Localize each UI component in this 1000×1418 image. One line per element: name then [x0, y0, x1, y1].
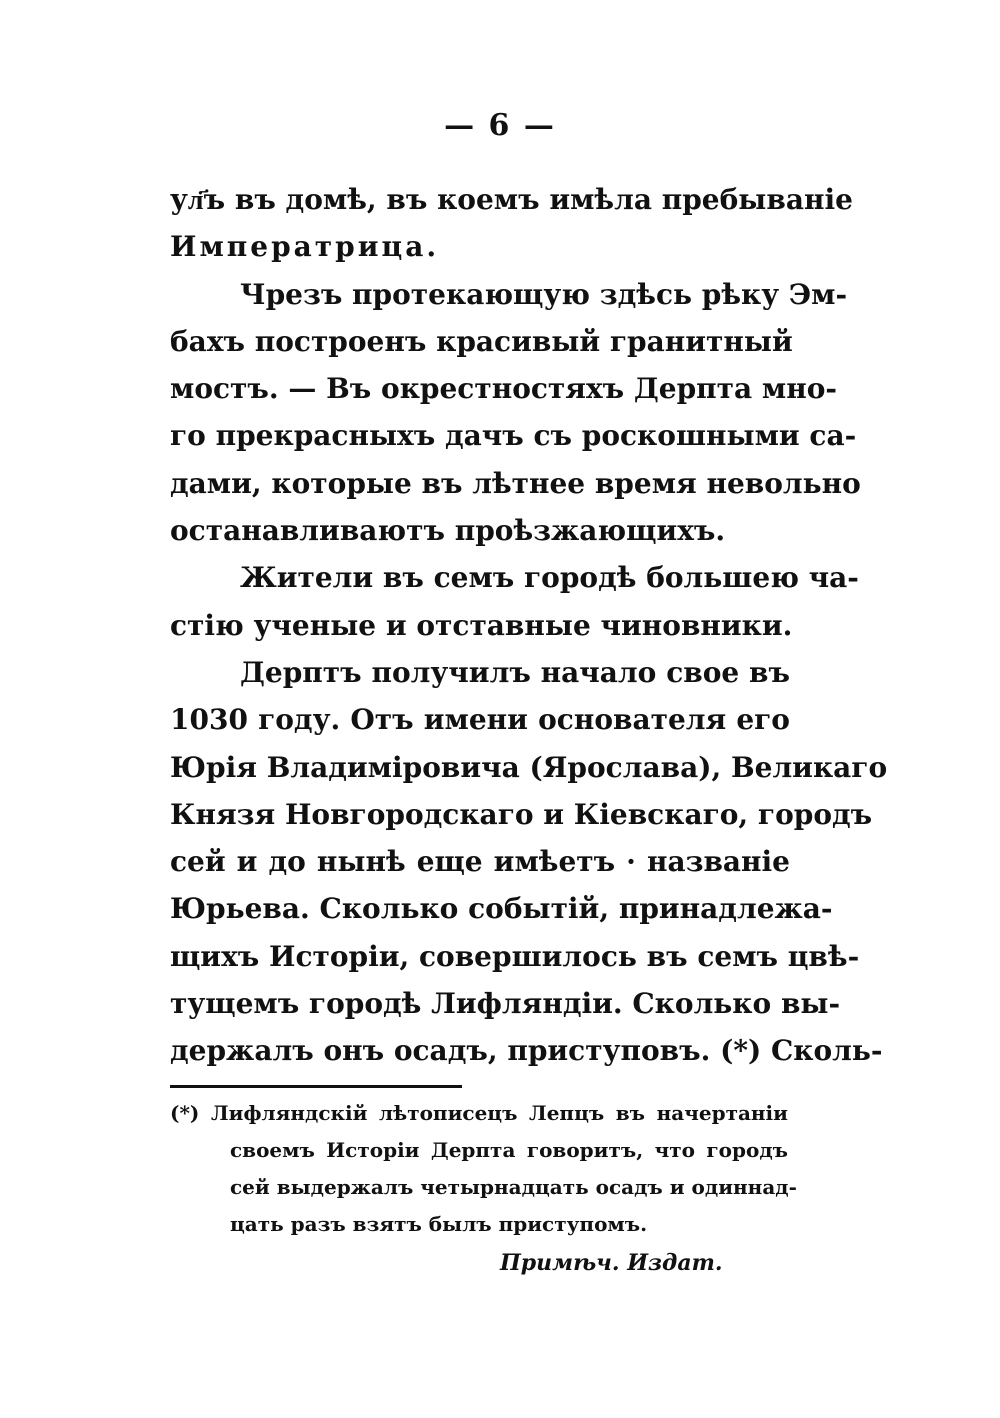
page-number: — 6 —	[444, 108, 556, 143]
text-line: Юрьева. Сколько событій, принадлежа-	[170, 892, 833, 926]
text-line: дами, которые въ лѣтнее время невольно	[170, 466, 861, 500]
text-line: останавливаютъ проѣзжающихъ.	[170, 514, 726, 548]
text-line: держалъ онъ осадъ, приступовъ. (*) Сколь-	[170, 1034, 883, 1068]
text-line: 1030 году. Отъ имени основателя его	[170, 703, 790, 737]
text-line: Князя Новгородскаго и Кіевскаго, городъ	[170, 797, 873, 831]
footnote-signature: Примѣч. Издат.	[500, 1250, 723, 1276]
footnote	[170, 1095, 797, 1243]
text-line: мостъ. — Въ окрестностяхъ Дерпта мно-	[170, 372, 838, 406]
text-line: Юрія Владиміровича (Ярослава), Великаго	[170, 750, 888, 784]
footnote-line: своемъ Исторіи Дерпта говоритъ, что городъ	[230, 1138, 788, 1162]
footnote-line: сей выдержалъ четырнадцать осадъ и одиннад-	[230, 1175, 797, 1199]
footnote-line: цать разъ взятъ былъ приступомъ.	[230, 1212, 648, 1236]
text-line: бахъ построенъ красивый гранитный	[170, 324, 793, 358]
text-line: сей и до нынѣ еще имѣетъ · названіе	[170, 845, 790, 879]
text-line: щихъ Исторіи, совершилось въ семъ цвѣ-	[170, 939, 860, 973]
text-line: Жители въ семъ городѣ большею ча-	[240, 561, 859, 595]
text-line: стію ученые и отставные чиновники.	[170, 608, 793, 642]
text-line: Императрица.	[170, 230, 440, 264]
text-line: ул҃ъ въ домѣ, въ коемъ имѣла пребываніе	[170, 183, 853, 216]
text-line: тущемъ городѣ Лифляндіи. Сколько вы-	[170, 987, 841, 1021]
main-text	[170, 176, 888, 1075]
text-line: Дерптъ получилъ начало свое въ	[240, 655, 790, 689]
text-line: Чрезъ протекающую здѣсь рѣку Эм-	[240, 277, 848, 311]
footnote-divider	[170, 1085, 462, 1088]
footnote-line: (*) Лифляндскій лѣтописецъ Лепцъ въ начертаніи	[170, 1101, 788, 1125]
text-line: го прекрасныхъ дачъ съ роскошными са-	[170, 419, 857, 453]
